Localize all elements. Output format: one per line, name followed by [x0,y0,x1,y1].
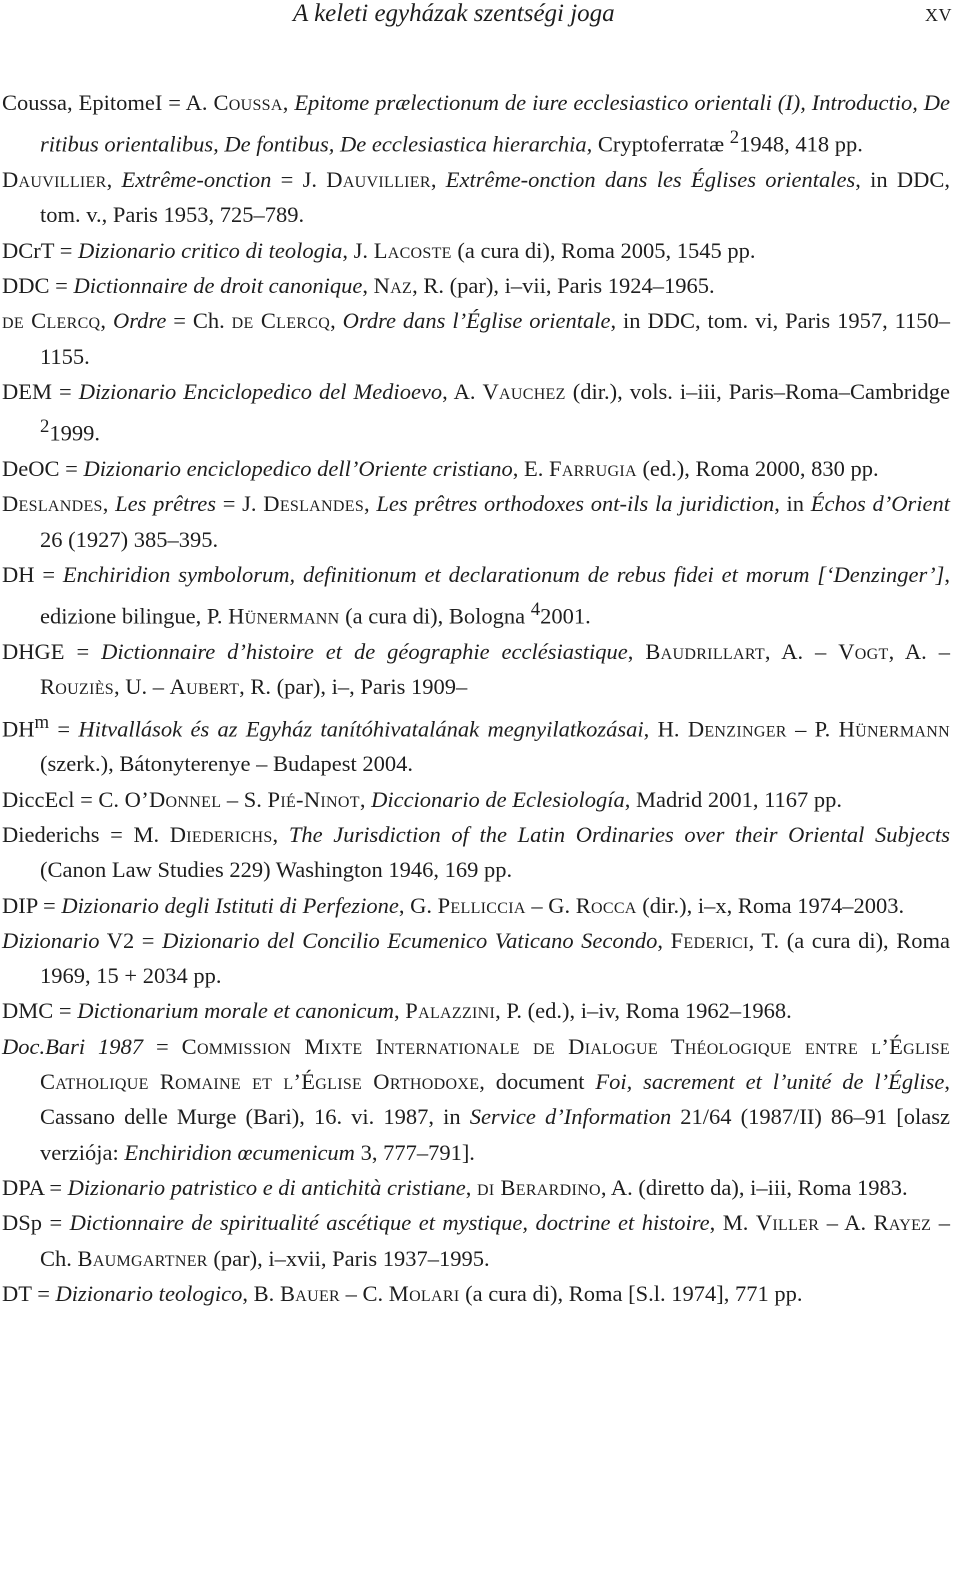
entry-sep: = [49,716,79,742]
entry-pre: , [627,638,646,664]
entry-author: Farrugia [549,455,637,481]
entry-title: Dizionario critico di teologia [78,237,343,263]
page-number: xv [925,0,952,27]
list-item [2,1205,950,1276]
list-item [2,705,950,782]
entry-abbr: DH [2,716,35,742]
entry-title: Extrême-onction dans les Églises orientales [445,167,856,193]
entry-title: Dizionario del Concilio Ecumenico Vaticano Secondo [162,927,658,953]
list-item: de Clercq, Ordre = Ch. de Clercq, Ordre dans l’Église orientale, in DDC, tom. vi, Paris 1957, 1150–1155. [2,308,951,369]
entry-title: Dictionarium morale et canonicum [77,998,395,1024]
entry-author: Naz [373,272,413,298]
entry-rest: (dir.), vols. i–iii, Paris–Roma–Cambridge [565,378,950,404]
entry-rest: (a cura di), Roma [S.l. 1974], 771 pp. [459,1280,803,1306]
entry-pre: , M. [709,1210,756,1236]
entry-abbr: DHGE [2,638,65,664]
entry-rest: , Madrid 2001, 1167 pp. [624,786,843,812]
entry-abbr-title: Doc.Bari 1987 [2,1033,144,1059]
entry-rest: , in DDC, tom. vi, Paris 1957, 1150–1155. [40,308,951,369]
entry-author: Federici [670,927,749,953]
entry-author: Diederichs [169,821,273,847]
entry-sep: – A. [819,1210,874,1236]
entry-author: Viller [755,1210,820,1236]
entry-rest: 2001. [540,603,591,629]
entry-title: Dizionario Enciclopedico del Medioevo [78,378,443,404]
entry-title: Enchiridion symbolorum, definitionum et declarationum de rebus fidei et morum [‘Denzinger’] [62,561,945,587]
entry-abbr-title: Les prêtres [115,491,216,517]
entry-sep: = [134,927,163,953]
entry-journal: Enchiridion œcumenicum [124,1139,355,1165]
entry-pre: , [362,272,374,298]
list-item: Dauvillier, Extrême-onction = J. Dauvillier, Extrême-onction dans les Églises orientales, in DDC, tom. v., Paris 1953, 725–789. [2,167,950,228]
entry-sep: = [34,561,63,587]
entry-author: Dauvillier [326,167,431,193]
edition-sup: 2 [729,127,740,149]
entry-sep: , A. – [764,638,839,664]
abbr-sup: m [34,711,50,733]
entry-author: Coussa [213,90,283,115]
entry-sep: = [64,638,102,664]
entry-author: di Berardino [477,1174,601,1200]
list-item [2,923,950,994]
entry-author: Rocca [575,892,637,918]
entry-abbr: DT [2,1280,32,1306]
entry-abbr: Coussa, Epitome [2,90,155,115]
entry-author: Rayez [873,1210,932,1236]
entry-author: Baudrillart [645,638,765,664]
entry-abbr-title: Ordre [112,308,167,334]
entry-rest: , in DDC, tom. v., Paris 1953, 725–789. [40,167,950,228]
entry-pre: , [394,998,406,1024]
entry-title: Dizionario patristico e di antichità cristiane [67,1174,466,1200]
entry-abbr: de Clercq [2,308,101,334]
entry-sep: = J. [271,167,327,193]
entry-sep: = [37,892,62,918]
entry-author: Bauer [279,1280,340,1306]
entry-title: Epitome prælectionum de iure ecclesiastico orientali (I), Introductio, De ritibus orientalibus, De fontibus, De ecclesiastica hierarchia, [40,90,951,157]
entry-rest: , R. (par), i–, Paris 1909– [239,674,468,700]
entry-abbr-title: Dizionario [2,927,100,953]
entry-abbr: DPA [2,1174,44,1200]
entry-title: Hitvallások és az Egyház tanítóhivatalának megnyilatkozásai [78,716,644,742]
entry-abbr: DH [2,561,35,587]
entry-author: Molari [388,1280,460,1306]
entry-abbr-title: Extrême-onction [121,167,272,193]
list-item [2,817,950,888]
entry-author: de Clercq [231,308,331,334]
entry-sep: = [43,1174,68,1200]
entry-sep: = [49,272,74,298]
entry-author: Palazzini [405,998,496,1024]
entry-journal: Échos d’Orient [810,491,951,517]
entry-author: Vogt [838,638,889,664]
entry-sep: = [59,455,84,481]
entry-title: Ordre dans l’Église orientale [342,308,611,334]
entry-mid: , Cassano delle Murge (Bari), 16. vi. 1987, in [40,1069,950,1130]
entry-rest: (Canon Law Studies 229) Washington 1946, 169 pp. [40,857,513,883]
entry-rest: , R. (par), i–vii, Paris 1924–1965. [412,272,715,298]
entry-author: Denzinger [687,716,787,742]
entry-rest: Cryptoferratæ [592,131,730,157]
list-item [2,451,950,486]
list-item: Coussa, EpitomeI = A. Coussa, Epitome prælectionum de iure ecclesiastico orientali (I), Introductio, De ritibus orientalibus, De fontibus, De ecclesiastica hierarchia, Cryptoferratæ $^2$1948, 418 pp. [2,90,951,157]
entry-rest: (par), i–xvii, Paris 1937–1995. [207,1245,490,1271]
entry-author: Lacoste [373,237,452,263]
list-item [2,993,950,1028]
list-item [2,782,950,817]
entry-abbr: DiccEcl [2,786,75,812]
edition-sup: 2 [40,416,50,438]
entry-abbr: V2 [99,927,135,953]
entry-sep: – P. [786,716,839,742]
entry-mid: , [359,786,372,812]
entry-author: Hünermann [838,716,950,742]
entry-rest: 1999. [49,420,100,446]
entry-mid: , [272,821,289,847]
entry-title: Dizionario degli Istituti di Perfezione [61,892,399,918]
entry-rest: , A. (diretto da), i–iii, Roma 1983. [600,1174,908,1200]
entry-author: O’Donnel [124,786,222,812]
entry-rest: (szerk.), Bátonyterenye – Budapest 2004. [40,751,414,777]
entry-sep: = [42,1210,70,1236]
entry-rest: 26 (1927) 385–395. [40,526,219,552]
entry-author: Aubert [169,674,240,700]
entry-pre: , [657,927,671,953]
entry-journal: Service d’Information [469,1104,672,1130]
edition-sup: 4 [530,599,541,621]
entry-rest: (a cura di), Roma 2005, 1545 pp. [451,237,756,263]
entry-pre: , H. [643,716,688,742]
entry-author: Baumgartner [77,1245,208,1271]
entry-author: Pelliccia [437,892,526,918]
entry-title: Foi, sacrement et l’unité de l’Église [595,1069,945,1095]
entry-author: Vauchez [482,378,566,404]
entry-pre: , A. [442,378,483,404]
list-item [2,233,950,268]
entry-author: Rouziès [40,674,114,700]
list-item: Deslandes, Les prêtres = J. Deslandes, Les prêtres orthodoxes ont-ils la juridiction, in Échos d’Orient 26 (1927) 385–395. [2,491,951,552]
entry-title: Dizionario enciclopedico dell’Oriente cristiano [83,455,513,481]
entry-sep: = C. [74,786,125,812]
entry-abbr-tail: I [154,90,163,115]
entry-sep: = Ch. [166,308,232,334]
entry-sep: – G. [525,892,576,918]
running-head-title: A keleti egyházak szentségi joga [293,0,615,27]
entry-mid: 21/64 (1987/II) 86–91 [olasz verziója: [40,1104,950,1165]
entry-title: Dictionnaire d’histoire et de géographie ecclésiastique [101,638,628,664]
entry-pre: , [465,1174,478,1200]
entry-abbr: DDC [2,272,50,298]
entry-rest: (a cura di), Bologna [339,603,531,629]
entry-pre: , J. [342,237,374,263]
entry-rest: (ed.), Roma 2000, 830 pp. [636,455,879,481]
entry-sep: = J. [216,491,264,517]
list-item [2,268,950,303]
entry-sep: – S. [221,786,268,812]
entry-pre: , edizione bilingue, P. [40,561,950,629]
entry-abbr: DEM [2,378,52,404]
running-head [0,0,960,34]
entry-abbr: Diederichs [2,821,100,847]
entry-sep: – Ch. [40,1210,950,1271]
entry-sep: , U. [114,674,153,700]
entry-title: Les prêtres orthodoxes ont-ils la juridiction [376,491,775,517]
entry-rest: , P. (ed.), i–iv, Roma 1962–1968. [495,998,792,1024]
entry-abbr: Deslandes [2,491,103,517]
entry-rest: 1948, 418 pp. [739,131,863,157]
entry-sep: = [31,1280,56,1306]
entry-author: Deslandes [263,491,365,517]
entry-sep: – C. [340,1280,389,1306]
entry-author: Commission Mixte Internationale de Dialogue Théologique entre l’Église Catholique Romaine et l’Église Orthodoxe [40,1033,950,1095]
entry-title: Dictionnaire de droit canonique [73,272,363,298]
entry-abbr: DIP [2,892,38,918]
entry-pre: , E. [512,455,549,481]
entry-sep: , A. [888,638,939,664]
entry-rest: 3, 777–791]. [354,1139,475,1165]
list-item [2,374,950,451]
entry-abbr: DSp [2,1210,43,1236]
entry-title: Dizionario teologico [55,1280,243,1306]
entry-rest: , T. (a cura di), Roma 1969, 15 + 2034 pp. [40,927,951,989]
entry-sep: = M. [99,821,170,847]
entry-pre: , G. [398,892,438,918]
entry-pre: , B. [242,1280,280,1306]
list-item [2,1170,950,1205]
entry-abbr: Dauvillier [2,167,107,193]
list-item [2,888,950,923]
entry-sep: = [143,1033,182,1059]
entry-title: Dictionnaire de spiritualité ascétique et mystique, doctrine et histoire [69,1210,710,1236]
list-item [2,1029,950,1170]
entry-rest: (dir.), i–x, Roma 1974–2003. [636,892,905,918]
entry-sep: = A. [162,90,214,115]
list-item: DHGE = Dictionnaire d’histoire et de géographie ecclésiastique, Baudrillart, A. – Vogt, A. – Rouziès, U. – Aubert, R. (par), i–, Paris 1909– [2,638,950,700]
entry-author: Hünermann [228,603,340,629]
entry-sep: = [54,237,79,263]
entry-sep: = [52,378,79,404]
entry-abbr: DCrT [2,237,55,263]
entry-author: Pié-Ninot [267,786,360,812]
list-item [2,1276,950,1311]
list-item [2,557,950,634]
entry-title: The Jurisdiction of the Latin Ordinaries over their Oriental Subjects [288,821,951,847]
abbreviation-list [2,85,950,1311]
entry-mid: , in [774,491,811,517]
entry-abbr: DeOC [2,455,60,481]
entry-sep: = [53,998,78,1024]
entry-title: Diccionario de Eclesiología [371,786,625,812]
entry-abbr: DMC [2,998,54,1024]
entry-pre: , document [479,1069,596,1095]
